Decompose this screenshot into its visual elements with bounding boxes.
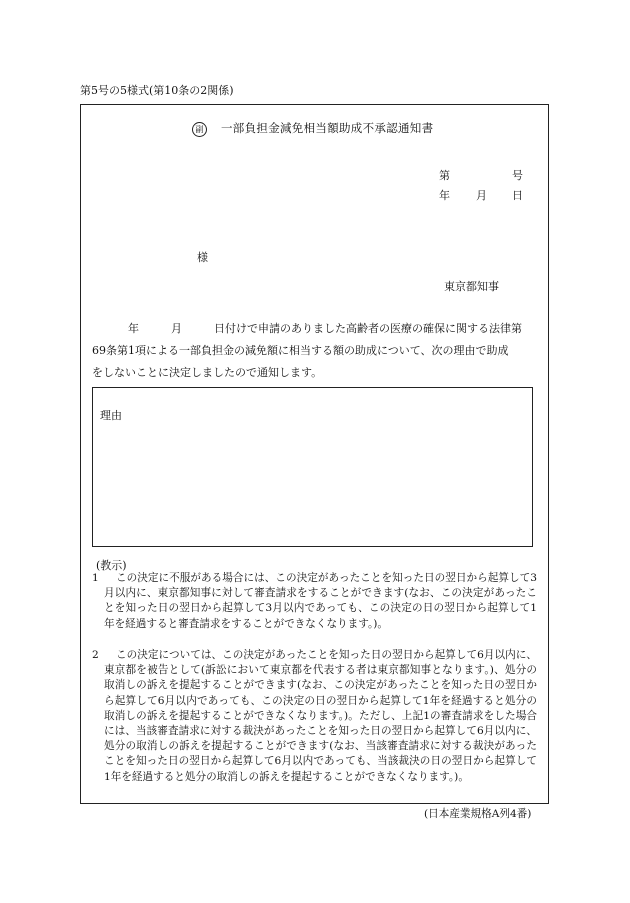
paper-size-note: (日本産業規格A列4番): [424, 808, 532, 820]
notice-item-text: この決定に不服がある場合には、この決定があったことを知った日の翌日から起算して3月以内に、東京都知事に対して審査請求をすることができます(なお、この決定があったことを知った日の翌日から起算して3月以内であっても、この決定の日の翌日から起算して1年を経過すると審査請求をすることができなくなります。)。: [104, 572, 537, 630]
issuer-name: 東京都知事: [444, 280, 499, 293]
body-month-label: 月: [171, 322, 182, 335]
seal-mark: 副: [192, 122, 207, 137]
reason-box: [92, 387, 533, 547]
date-month-label: 月: [476, 189, 487, 202]
body-line-1-text: 日付けで申請のありました高齢者の医療の確保に関する法律第: [214, 322, 522, 335]
date-year-label: 年: [439, 189, 450, 202]
date-day-label: 日: [512, 189, 523, 202]
notice-item-number: 1: [92, 572, 99, 584]
addressee-suffix: 様: [197, 251, 208, 264]
notice-item-2: [92, 648, 537, 785]
body-line-2: 69条第1項による一部負担金の減免額に相当する額の助成について、次の理由で助成: [92, 344, 509, 357]
notice-item-number: 2: [92, 649, 99, 661]
document-number-prefix: 第: [439, 169, 450, 182]
body-line-1: [128, 320, 522, 336]
notice-heading: (教示): [96, 559, 127, 572]
body-year-label: 年: [128, 322, 139, 335]
document-title: [192, 120, 433, 137]
form-number-label: 第5号の5様式(第10条の2関係): [80, 84, 234, 97]
notice-item-text: この決定については、この決定があったことを知った日の翌日から起算して6月以内に、東京都を被告として(訴訟において東京都を代表する者は東京都知事となります。)、処分の取消しの訴えを提起することができます(なお、この決定があったことを知った日の翌日から起算して6月以内であっても、この決定の日の翌日から起算して1年を経過すると処分の取消しの訴えを提起することができなくなります。)。ただし、上記1の審査請求をした場合には、当該審査請求に対する裁決があったことを知った日の翌日から起算して6月以内に、処分の取消しの訴えを提起することができます(なお、当該審査請求に対する裁決があったことを知った日の翌日から起算して6月以内であっても、当該裁決の日の翌日から起算して1年を経過すると処分の取消しの訴えを提起することができなくなります。)。: [104, 649, 537, 783]
reason-label: 理由: [100, 409, 122, 422]
body-line-3: をしないことに決定しましたので通知します。: [92, 366, 323, 379]
document-number-suffix: 号: [512, 169, 523, 182]
notice-item-1: [92, 571, 537, 632]
document-title-text: 一部負担金減免相当額助成不承認通知書: [221, 121, 434, 135]
